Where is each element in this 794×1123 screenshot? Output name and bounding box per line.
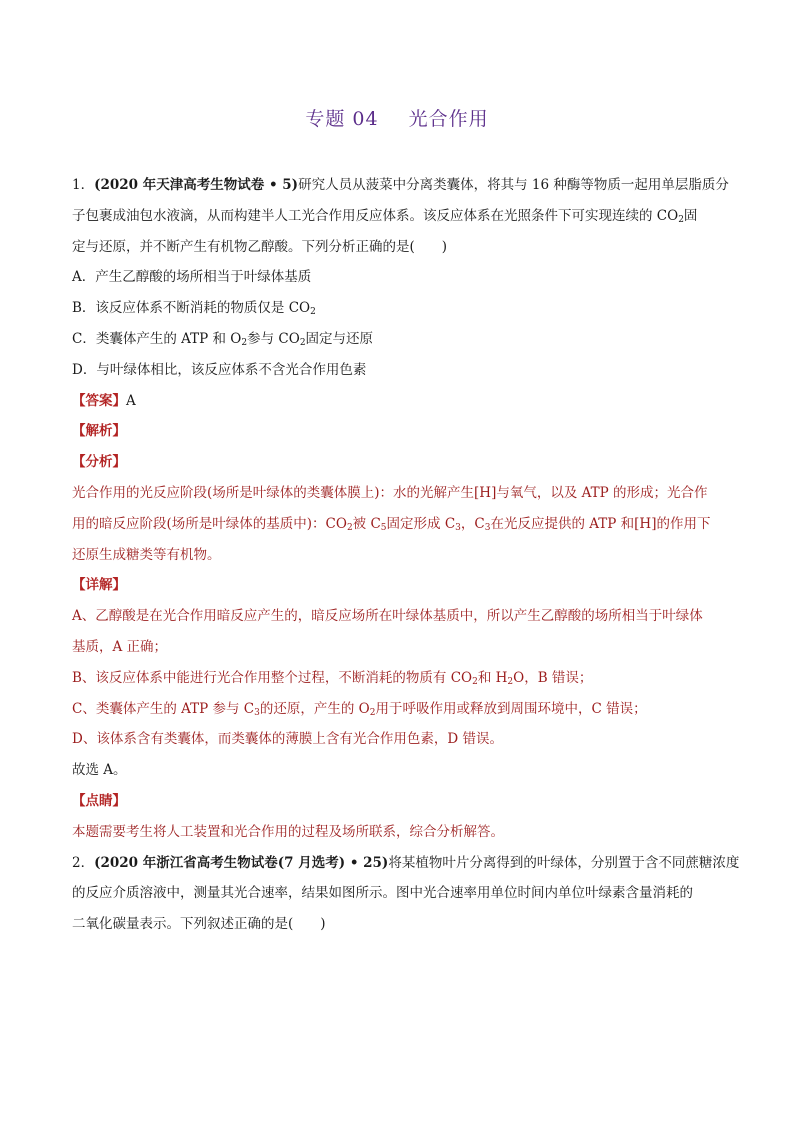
q1-stem-text-3: 定与还原，并不断产生有机物乙醇酸。下列分析正确的是( )	[72, 238, 448, 255]
detail-d-text: D、该体系含有类囊体，而类囊体的薄膜上含有光合作用色素，D 错误。	[72, 731, 503, 748]
subscript: 2	[369, 707, 376, 718]
detail-d-line	[72, 724, 722, 755]
q1-choose	[72, 755, 722, 786]
fenxi-text-2b: 被 C	[352, 515, 381, 532]
page-title	[0, 104, 794, 131]
q1-option-c	[72, 324, 722, 355]
title-topic: 专题 04	[305, 108, 379, 130]
subscript: 2	[299, 337, 306, 348]
subscript: 2	[346, 522, 353, 533]
detail-a-line-2	[72, 632, 722, 663]
q1-stem-line-1	[72, 170, 729, 201]
answer-value: A	[126, 392, 136, 409]
option-d-text: D．与叶绿体相比，该反应体系不含光合作用色素	[72, 361, 367, 378]
detail-b-text-2: 和 H	[477, 669, 508, 686]
q1-source: (2020 年天津高考生物试卷 • 5)	[94, 177, 299, 193]
subscript: 3	[455, 522, 461, 533]
q2-stem-text-1: 将某植物叶片分离得到的叶绿体，分别置于含不同蔗糖浓度	[388, 854, 740, 871]
fenxi-line-1	[72, 478, 722, 509]
fenxi-text-2c: 固定形成 C	[386, 515, 456, 532]
q1-fenxi-label	[72, 447, 722, 478]
q2-source: (2020 年浙江省高考生物试卷(7 月选考) • 25)	[94, 854, 389, 871]
subscript: 3	[254, 707, 260, 718]
q1-stem-line-2	[72, 201, 722, 232]
option-b-text: B．该反应体系不断消耗的物质仅是 CO	[72, 300, 311, 317]
option-c-text-1: C．类囊体产生的 ATP 和 O	[72, 330, 242, 347]
detail-a-line-1	[72, 601, 722, 632]
detail-a-text-2: 基质，A 正确；	[72, 638, 168, 655]
fenxi-line-3	[72, 540, 722, 571]
detail-b-text-1: B、该反应体系中能进行光合作用整个过程，不断消耗的物质有 CO	[72, 669, 473, 686]
option-c-text-3: 固定与还原	[305, 330, 374, 347]
detail-c-text-2: 的还原，产生的 O	[259, 700, 370, 717]
option-a-text: A．产生乙醇酸的场所相当于叶绿体基质	[72, 269, 312, 286]
q1-answer	[72, 386, 722, 417]
dianjing-line	[72, 817, 722, 848]
choose-text: 故选 A。	[72, 762, 127, 779]
content	[72, 170, 740, 940]
subscript: 2	[310, 307, 316, 318]
subscript: 2	[507, 676, 514, 687]
subscript: 5	[380, 522, 387, 533]
q2-stem-line-2	[72, 878, 722, 909]
q1-option-b	[72, 293, 722, 324]
subscript: 2	[472, 676, 478, 687]
title-name: 光合作用	[408, 108, 489, 130]
detail-c-text-3: 用于呼吸作用或释放到周围环境中，C 错误；	[375, 700, 647, 717]
q1-dianjing-label	[72, 786, 722, 817]
fenxi-text-1: 光合作用的光反应阶段(场所是叶绿体的类囊体膜上)：水的光解产生[H]与氧气，以及 ATP 的形成；光合作	[72, 484, 708, 501]
q2-stem-text-2: 的反应介质溶液中，测量其光合速率，结果如图所示。图中光合速率用单位时间内单位叶绿素含量消耗的	[72, 885, 693, 902]
q1-analysis-label	[72, 416, 722, 447]
detail-b-line	[72, 663, 722, 694]
fenxi-text-2a: 用的暗反应阶段(场所是叶绿体的基质中)：CO	[72, 515, 347, 532]
q2-stem-line-1	[72, 848, 740, 879]
fenxi-line-2	[72, 509, 722, 540]
option-c-text-2: 参与 CO	[247, 330, 300, 347]
q1-stem-text-1: 研究人员从菠菜中分离类囊体，将其与 16 种酶等物质一起用单层脂质分	[298, 177, 729, 193]
q1-stem-line-3	[72, 232, 722, 263]
q1-stem-text-2: 子包裹成油包水液滴，从而构建半人工光合作用反应体系。该反应体系在光照条件下可实现连续的 CO	[72, 207, 679, 224]
detail-a-text-1: A、乙醇酸是在光合作用暗反应产生的，暗反应场所在叶绿体基质中，所以产生乙醇酸的场所相当于叶绿体	[72, 608, 703, 625]
detail-c-line	[72, 694, 722, 725]
q1-option-d	[72, 355, 722, 386]
detail-label-text: 【详解】	[72, 577, 126, 594]
q1-detail-label	[72, 570, 722, 601]
q2-stem-text-3: 二氧化碳量表示。下列叙述正确的是( )	[72, 916, 326, 933]
subscript: 3	[484, 522, 491, 533]
subscript: 2	[241, 337, 248, 348]
fenxi-text-2d: ，C	[460, 515, 485, 532]
q1-stem-text-2-end: 固	[683, 207, 698, 224]
analysis-label-text: 【解析】	[72, 423, 126, 440]
q1-option-a	[72, 262, 722, 293]
answer-label: 【答案】	[72, 392, 126, 409]
q1-number: 1．	[72, 177, 95, 193]
q2-number: 2．	[72, 854, 95, 871]
q2-stem-line-3	[72, 909, 722, 940]
dianjing-text: 本题需要考生将人工装置和光合作用的过程及场所联系，综合分析解答。	[72, 823, 504, 840]
fenxi-text-3: 还原生成糖类等有机物。	[72, 546, 221, 563]
detail-c-text-1: C、类囊体产生的 ATP 参与 C	[72, 700, 255, 717]
subscript: 2	[678, 214, 684, 225]
fenxi-text-2e: 在光反应提供的 ATP 和[H]的作用下	[490, 515, 711, 532]
detail-b-text-3: O，B 错误；	[513, 669, 593, 686]
fenxi-label-text: 【分析】	[72, 454, 126, 471]
dianjing-label-text: 【点睛】	[72, 792, 126, 809]
